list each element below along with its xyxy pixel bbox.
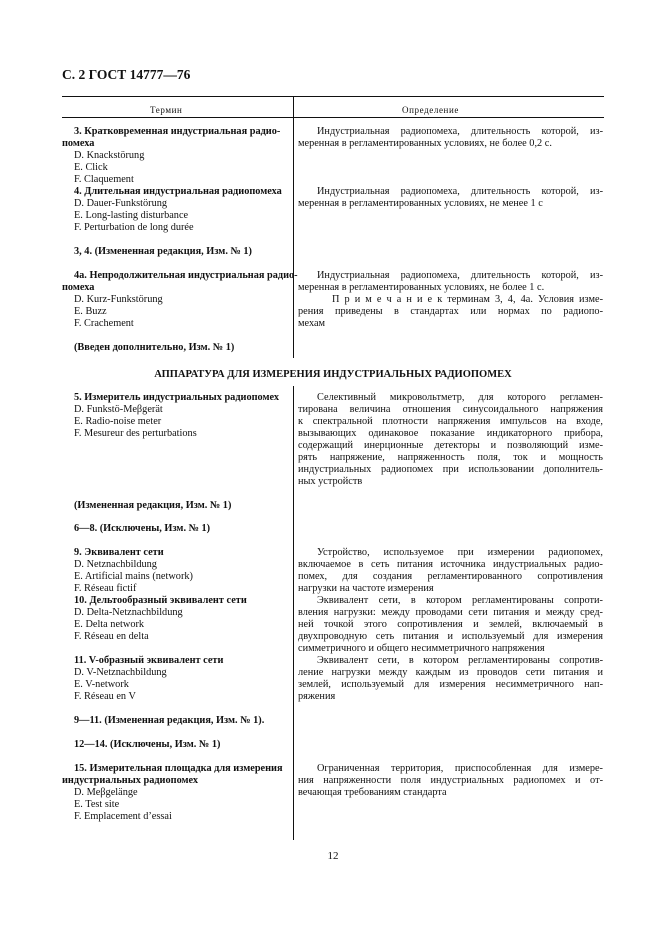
def-11-line4: ряжения xyxy=(298,691,336,702)
term-10-en: E. Delta network xyxy=(74,619,145,630)
def-9-line3: помех, для создания регламентированного сопротивления xyxy=(298,571,603,582)
page-number: 12 xyxy=(327,850,339,862)
term-15-fr: F. Emplacement d’essai xyxy=(74,811,172,822)
term-4a-fr: F. Crachement xyxy=(74,318,134,329)
term-3-fr: F. Claquement xyxy=(74,174,134,185)
excluded-note-12-14: 12—14. (Исключены, Изм. № 1) xyxy=(74,739,221,750)
term-11-en: E. V-network xyxy=(74,679,129,690)
amendment-note-5: (Измененная редакция, Изм. № 1) xyxy=(74,500,232,511)
term-3-en: E. Click xyxy=(74,162,108,173)
def-3-line2: меренная в регламентированных условиях, не более 0,2 с. xyxy=(298,138,552,149)
term-3-de: D. Knackstörung xyxy=(74,150,145,161)
def-4-line2: меренная в регламентированных условиях, не менее 1 с xyxy=(298,198,543,209)
def-5-line2: тирована величина отношения синусоидального напряжения xyxy=(298,404,603,415)
def-11-line2: ление нагрузки между каждым из проводов сети питания и xyxy=(298,667,603,678)
term-4-de: D. Dauer-Funkstörung xyxy=(74,198,168,209)
def-4a-line1: Индустриальная радиопомеха, длительность которой, из- xyxy=(317,270,603,281)
def-5-line6: рять напряжение, напряженность поля, ток и мощность xyxy=(298,452,603,463)
excluded-note-6-8: 6—8. (Исключены, Изм. № 1) xyxy=(74,523,211,534)
column-divider-top xyxy=(293,96,294,358)
def-11-line1: Эквивалент сети, в котором регламентированы сопротив- xyxy=(317,655,603,666)
def-10-line3: ней точкой этого сопротивления и землей, включаемый в xyxy=(298,619,603,630)
term-15-title-line1: 15. Измерительная площадка для измерения xyxy=(74,763,283,774)
term-3-title-line1: 3. Кратковременная индустриальная радио- xyxy=(74,126,281,137)
amendment-note-9-11: 9—11. (Измененная редакция, Изм. № 1). xyxy=(74,715,265,726)
note-4a-line1: П р и м е ч а н и е к терминам 3, 4, 4а. Условия изме- xyxy=(332,294,603,305)
def-11-line3: землей, используемый для измерения несимметричного нап- xyxy=(298,679,603,690)
note-4a-line3: мехам xyxy=(298,318,326,329)
term-9-fr: F. Réseau fictif xyxy=(74,583,137,594)
term-4a-en: E. Buzz xyxy=(74,306,107,317)
term-11-fr: F. Réseau en V xyxy=(74,691,136,702)
def-15-line2: ния напряженности поля индустриальных радиопомех и от- xyxy=(298,775,603,786)
def-4a-line2: меренная в регламентированных условиях, не более 1 с. xyxy=(298,282,545,293)
term-10-title: 10. Дельтообразный эквивалент сети xyxy=(74,595,247,606)
term-5-fr: F. Mesureur des perturbations xyxy=(74,428,197,439)
column-header-term: Термин xyxy=(150,105,183,115)
page-header: С. 2 ГОСТ 14777—76 xyxy=(62,67,191,82)
term-3-title-line2: помеха xyxy=(62,138,95,149)
term-9-de: D. Netznachbildung xyxy=(74,559,157,570)
term-4a-de: D. Kurz-Funkstörung xyxy=(74,294,163,305)
term-15-de: D. Meβgelänge xyxy=(74,787,138,798)
term-9-en: E. Artificial mains (network) xyxy=(74,571,193,582)
def-5-line5: содержащий инерционные детекторы и позволяющий изме- xyxy=(298,440,603,451)
def-10-line4: двухпроводную сеть питания и используемый для измерения xyxy=(298,631,603,642)
def-4-line1: Индустриальная радиопомеха, длительность которой, из- xyxy=(317,186,603,197)
def-5-line1: Селективный микровольтметр, для которого регламен- xyxy=(317,392,603,403)
term-15-en: E. Test site xyxy=(74,799,120,810)
term-4-title: 4. Длительная индустриальная радиопомеха xyxy=(74,186,282,197)
def-15-line3: вечающая требованиям стандарта xyxy=(298,787,447,798)
def-5-line8: ных устройств xyxy=(298,476,363,487)
term-5-en: E. Radio-noise meter xyxy=(74,416,162,427)
def-5-line4: вызывающих одинаковое показание индикаторного прибора, xyxy=(298,428,603,439)
table-top-rule xyxy=(62,96,604,97)
term-5-de: D. Funkstö-Meβgerät xyxy=(74,404,163,415)
introduced-note: (Введен дополнительно, Изм. № 1) xyxy=(74,342,235,353)
term-10-fr: F. Réseau en delta xyxy=(74,631,149,642)
term-5-title: 5. Измеритель индустриальных радиопомех xyxy=(74,392,280,403)
term-11-de: D. V-Netznachbildung xyxy=(74,667,167,678)
term-4-fr: F. Perturbation de long durée xyxy=(74,222,194,233)
table-header-rule xyxy=(62,117,604,118)
def-5-line3: к спектральной плотности напряжения импульсов на входе, xyxy=(298,416,603,427)
column-header-definition: Определение xyxy=(402,105,459,115)
term-11-title: 11. V-образный эквивалент сети xyxy=(74,655,224,666)
term-4-en: E. Long-lasting disturbance xyxy=(74,210,189,221)
def-3-line1: Индустриальная радиопомеха, длительность которой, из- xyxy=(317,126,603,137)
term-9-title: 9. Эквивалент сети xyxy=(74,547,164,558)
term-4a-title-line2: помеха xyxy=(62,282,95,293)
def-10-line2: вления нагрузки: между проводами сети питания и между сред- xyxy=(298,607,603,618)
def-9-line4: нагрузки на частоте измерения xyxy=(298,583,434,594)
section-title: АППАРАТУРА ДЛЯ ИЗМЕРЕНИЯ ИНДУСТРИАЛЬНЫХ РАДИОПОМЕХ xyxy=(154,369,512,380)
def-10-line1: Эквивалент сети, в котором регламентированы сопроти- xyxy=(317,595,603,606)
note-4a-line2: рения приведены в стандартах или нормах по радиопо- xyxy=(298,306,603,317)
def-5-line7: индустриальных радиопомех при использовании дополнитель- xyxy=(298,464,603,475)
def-15-line1: Ограниченная территория, приспособленная для измере- xyxy=(317,763,603,774)
def-9-line2: включаемое в сеть питания источника индустриальных радио- xyxy=(298,559,603,570)
column-divider-bottom xyxy=(293,386,294,840)
term-4a-title-line1: 4а. Непродолжительная индустриальная радио- xyxy=(74,270,298,281)
term-15-title-line2: индустриальных радиопомех xyxy=(62,775,199,786)
def-9-line1: Устройство, используемое при измерении радиопомех, xyxy=(317,547,603,558)
term-10-de: D. Delta-Netznachbildung xyxy=(74,607,183,618)
def-10-line5: симметричного и общего несимметричного напряжения xyxy=(298,643,545,654)
amendment-note-3-4: 3, 4. (Измененная редакция, Изм. № 1) xyxy=(74,246,252,257)
